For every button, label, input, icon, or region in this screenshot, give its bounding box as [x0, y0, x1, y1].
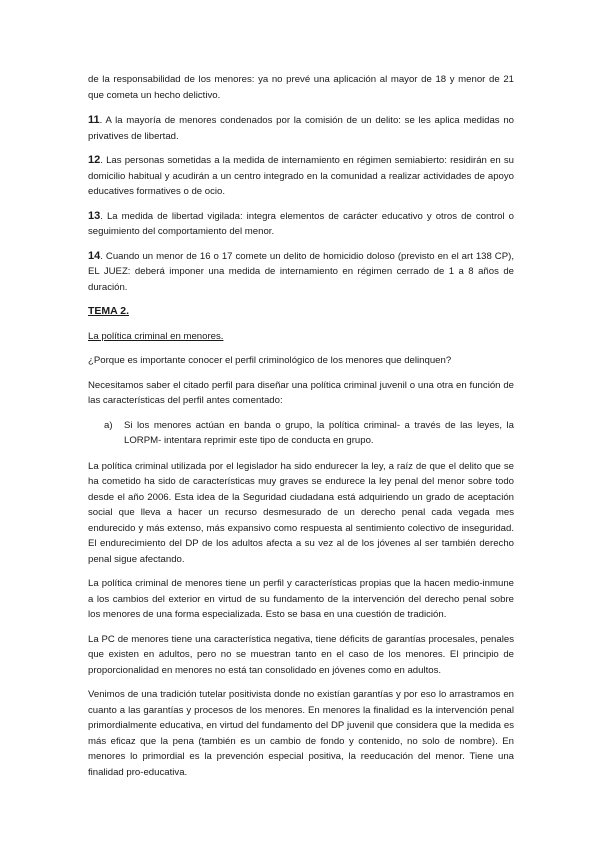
item-text: . Cuando un menor de 16 o 17 comete un delito de homicidio doloso (previsto en el art 138 CP), EL JUEZ: deberá imponer una medida de internamiento en régimen cerrado de 1 a 8 años de duración.	[88, 250, 514, 293]
numbered-item-14	[88, 249, 514, 296]
item-text: . Las personas sometidas a la medida de internamiento en régimen semiabierto: residirán en su domicilio habitual y acudirán a un centro integrado en la comunidad a realizar actividades de apoyo educatives formatives o de ocio.	[88, 155, 514, 197]
list-item	[104, 418, 514, 449]
list-text: Si los menores actúan en banda o grupo, la política criminal- a través de las leyes, la LORPM- intentara reprimir este tipo de conducta en grupo.	[124, 419, 514, 446]
item-text: . La medida de libertad vigilada: integra elementos de carácter educativo y otros de control o seguimiento del comportamiento del menor.	[88, 210, 514, 237]
body-paragraph: Venimos de una tradición tutelar positivista donde no existían garantías y por eso lo arrastramos en cuanto a las garantías y procesos de los menores. En menores la finalidad es la intervención penal primordialmente educativa, en virtud del fundamento del DP juvenil que considera que la medida es más eficaz que la pena (también es un cambio de fondo y contenido, no solo de nombre). En menores lo primordial es la prevención especial positiva, la reeducación del menor. Tiene una finalidad pro-educativa.	[88, 689, 514, 778]
item-number: 11	[88, 114, 100, 126]
item-number: 14	[88, 249, 101, 262]
item-text: . A la mayoría de menores condenados por la comisión de un delito: se les aplica medidas no privatives de libertad.	[88, 115, 514, 142]
body-paragraph: La política criminal utilizada por el legislador ha sido endurecer la ley, a raíz de que el delito que se ha cometido ha sido de características muy graves se endurece la ley penal del menor sobre todo desde el año 2006. Esta idea de la Seguridad ciudadana está adquiriendo un grado de aceptación social que lleva a hacer un recurso desmesurado de un derecho penal cada vegada mes endurecido y más extenso, más expansivo como respuesta al sentimiento colectivo de inseguridad. El endurecimiento del DP de los adultos afecta a su vez al de los jóvenes al ser también derecho penal sigue afectando.	[88, 460, 514, 565]
body-paragraph: La política criminal de menores tiene un perfil y características propias que la hacen medio-inmune a los cambios del exterior en virtud de su fundamento de la intervención del derecho penal sobre los menores de una forma especializada. Esto se basa en una cuestión de tradición.	[88, 578, 514, 620]
numbered-item-13	[88, 209, 514, 240]
body-paragraph: La PC de menores tiene una característica negativa, tiene déficits de garantías procesales, penales que existen en adultos, pero no se muestran tanto en el caso de los menores. El principio de proporcionalidad en menores no está tan consolidado en jóvenes como en adultos.	[88, 633, 514, 676]
numbered-item-11	[88, 113, 514, 144]
intro-paragraph: Necesitamos saber el citado perfil para diseñar una política criminal juvenil o una otra en función de las características del perfil antes comentado:	[88, 379, 514, 406]
item-number: 12	[88, 154, 101, 166]
section-heading: TEMA 2.	[88, 305, 130, 317]
section-subheading: La política criminal en menores.	[88, 330, 224, 342]
item-number: 13	[88, 209, 101, 222]
continuation-paragraph: de la responsabilidad de los menores: ya no prevé una aplicación al mayor de 18 y menor de 21 que cometa un hecho delictivo.	[88, 74, 514, 101]
numbered-item-12	[88, 153, 514, 200]
list-marker: a)	[104, 419, 113, 431]
question-paragraph: ¿Porque es importante conocer el perfil criminológico de los menores que delinquen?	[88, 355, 452, 366]
